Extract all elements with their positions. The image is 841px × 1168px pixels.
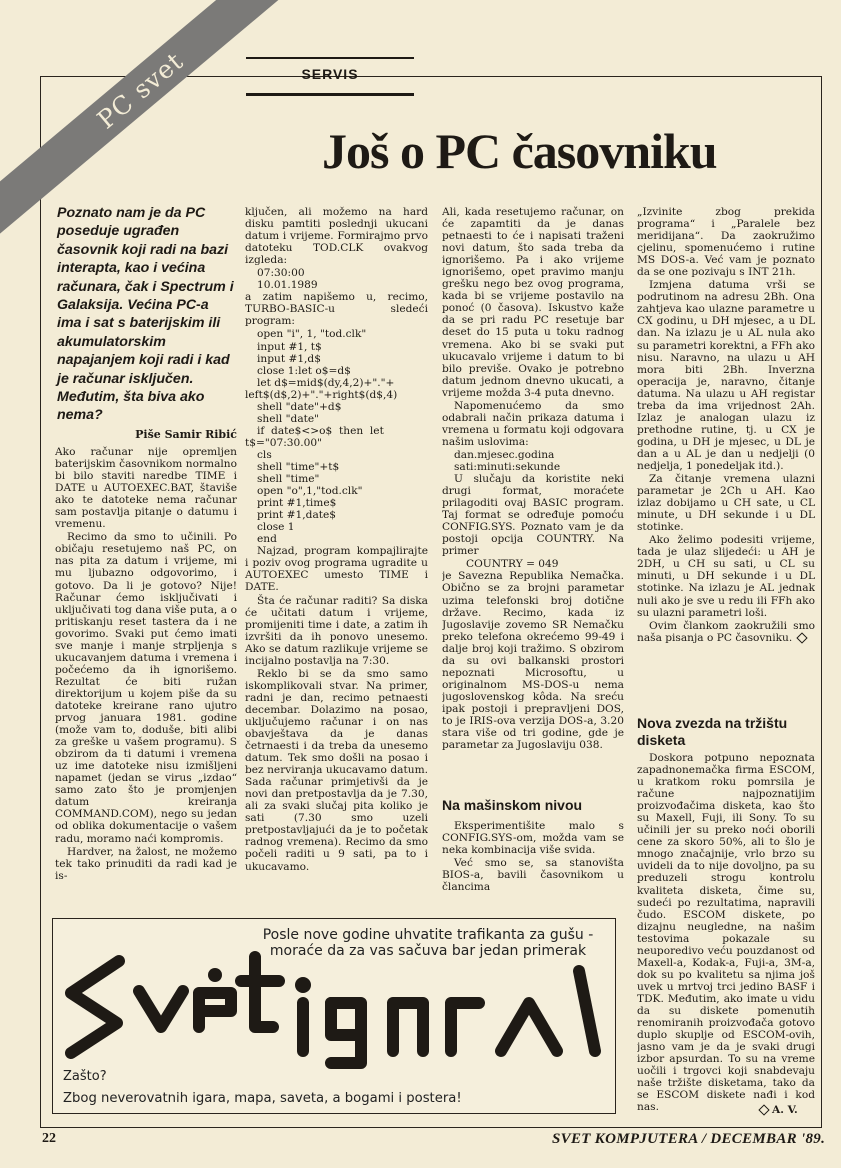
code-line: let d$=mid$(dy,4,2)+"."+ <box>257 376 395 389</box>
paragraph: Ako želimo podesiti vrijeme, tada je ulaz slijedeći: u AH je 2DH, u CH su sati, u CL su minuti, u DH sekunde i u DL stotinke. Na izlazu je AL jednak nuli ako je sve u redu ili FFh ako su ulazni parametri loši. <box>637 534 815 619</box>
paragraph: Ali, kada resetujemo računar, on će zapamtiti da je danas petnaesti to će i napisati traženi novi datum, što sada treba da ignorišemo. Pa i ako vrijeme ignorišemo, opet pravimo manju grešku nego bez ovog programa, kada bi se vrijeme postavilo na ponoć (0 časova). Iskustvo kaže da se pri radu PC resetuje bar deset do 15 puta u toku radnog vremena. Ako bi se svaki put ukucavalo vrijeme i datum to bi bilo previše. Ovako je potrebno datum jednom dnevno ukucati, a vrijeme možda 3-4 puta dnevno. <box>442 206 624 399</box>
paragraph: Napomenućemo da smo odabrali način prikaza datuma i vremena u formatu koji odgovara našim uslovima: <box>442 399 624 448</box>
advert-answer: Zbog neverovatnih igara, mapa, saveta, a bogami i postera! <box>63 1091 462 1106</box>
paragraph: U slučaju da koristite neki drugi format, moraćete prilagoditi ovaj BASIC program. Taj format se određuje pomoću CONFIG.SYS. Poznato vam je da postoji opcija COUNTRY. Na primer <box>442 473 624 558</box>
code-line: input #1, t$ <box>257 340 322 353</box>
code-line: shell "date" <box>257 412 320 425</box>
end-mark-icon <box>758 1104 769 1115</box>
advert-box <box>52 918 616 1114</box>
end-mark-icon <box>797 632 808 643</box>
article-author: Piše Samir Ribić <box>135 428 237 441</box>
advert-question: Zašto? <box>63 1069 107 1084</box>
magazine-footer: SVET KOMPJUTERA / DECEMBAR '89. <box>552 1131 826 1147</box>
header-rule-top <box>246 57 414 59</box>
paragraph: Šta će računar raditi? Sa diska će učitati datum i vrijeme, promijeniti time i date, a zatim ih izvršiti da ih ponovo unesemo. Ako se datum razlikuje vrijeme se incijalno postavlja na 7:30. <box>245 594 428 667</box>
paragraph: Eksperimentišite malo s CONFIG.SYS-om, možda vam se neka kombinacija više svida. <box>442 820 624 857</box>
paragraph: Izmjena datuma vrši se podrutinom na adresu 2Bh. Ona zahtjeva kao ulazne parametre u CX godinu, u DH mjesec, a u DL dan. Na izlazu je u AL nula ako su parametri korektni, a FFh ako nisu. Naravno, na ulazu u AH mora biti 2Bh. Inverzna operacija je, naravno, čitanje datuma. Na ulazu u AH registar treba da ima vrijednost 2Ah. Izlaz je analogan ulazu iz prethodne rutine, tj. u CX je godina, u DH je mjesec, u DL je dan a u AL je dan u nedjelji (0 nedjelja, 1 ponedeljak itd.). <box>637 279 815 472</box>
code-line: end <box>257 533 277 546</box>
paragraph: „Izvinite zbog prekida programa“ i „Paralele bez meridijana“. Da zaokružimo cjelinu, spomenućemo i rutine MS DOS-a. Već vam je poznato da se one pozivaju s INT 21h. <box>637 206 815 279</box>
paragraph: Već smo se, sa stanovišta BIOS-a, bavili časovnikom u člancima <box>442 857 624 892</box>
code-line: open "i", 1, "tod.clk" <box>257 328 367 341</box>
format-line: dan.mjesec.godina <box>454 448 555 461</box>
paragraph: Reklo bi se da smo samo iskomplikovali stvar. Na primer, radni je dan, recimo petnaesti decembar. Dolazimo na posao, uključujemo računar i on nas obavještava da je danas četrnaesti i da treba da unesemo datum. Tek smo došli na posao i bez nerviranja ukucavamo datum. Sada računar primjetivši da je novi dan pretpostavlja da je 7.30, ali za svaki slučaj pita koliko je sati (7.30 smo uzeli pretpostavljajući da je to početak radnog vremena). Recimo da smo počeli raditi u 9 sati, pa to i ukucavamo. <box>245 667 428 873</box>
code-line: input #1,d$ <box>257 352 321 365</box>
code-line: shell "time"+t$ <box>257 460 340 473</box>
code-line: close 1:let o$=d$ <box>257 364 351 377</box>
news-column <box>637 752 815 1112</box>
file-line: 07:30:00 <box>257 267 305 280</box>
paragraph: Najzad, program kompajlirajte i poziv ovog programa ugradite u AUTOEXEC umesto TIME i DATE. <box>245 545 428 594</box>
news-signoff <box>760 1104 798 1116</box>
code-line: open "o",1,"tod.clk" <box>257 485 363 498</box>
section-label: SERVIS <box>301 66 359 82</box>
code-line: cls <box>257 448 272 461</box>
code-line: COUNTRY = 049 <box>466 558 559 571</box>
code-line: if date$<>o$ then let <box>257 424 384 437</box>
advert-slogan: Posle nove godine uhvatite trafikanta za gušu - moraće da za vas sačuva bar jedan primerak <box>262 927 594 959</box>
paragraph: a zatim napišemo u, recimo, TURBO-BASIC-u sledeći program: <box>245 291 428 328</box>
code-line: print #1,date$ <box>257 509 337 522</box>
banner-text: PC svet <box>91 45 189 135</box>
paragraph: Recimo da smo to učinili. Po običaju resetujemo naš PC, on nas pita za datum i vrijeme, mi mu ljubazno odgovorimo, i gotovo. Da li je gotovo? Nije! Računar ćemo isključivati i uključivati tog dana više puta, a o pritiskanju reset tastera da i ne govorimo. Svaki put ćemo imati sve manje i manje strpljenja s ukucavanjem datuma i vremena i počećemo da ih ignorišemo. Rezultat će biti ružan direktorijum u kojem piše da su datoteke kreirane rano ujutro prvog januara 1981. godine (može vam to, doduše, biti alibi za greške u vašem programu). S obzirom da ti datumi i vremena uz ime datoteke nisu izmišljeni napamet (jedan se virus „izdao“ samo zato što je promjenjen datum kreiranja COMMAND.COM), nego su jedan od oblika dokumentacije o vašem radu, moramo naći kompromis. <box>55 531 237 845</box>
news-body: Doskora potpuno nepoznata zapadnonemačka firma ESCOM, u kratkom roku pomrsila je račune najpoznatijim proizvođačima disketa, kao što su Maxell, Fuji, ili Sony. To su učinili jer su preko noći oborili cene za skoro 50%, ali to šlo je mnogo značajnije, vrlo brzo su uvideli da to nije dovoljno, pa su preduzeli strogu kontrolu kvaliteta disketa, čime su, sudeći po rezultatima, napravili čudo. ESCOM diskete, po dizajnu neugledne, na našim testovima pokazale su neuporedivo veću pouzdanost od Maxell-a, Kodak-a, Fuji-a, 3M-a, dok su po kvalitetu sa njima još uvek u mrtvoj trci jedino BASF i TDK. Međutim, ako imate u vidu da su diskete pomenutih renomiranih proizvođača gotovo duplo skuplje od ESCOM-ovih, jasno vam je da je svaki drugi izbor apsurdan. To su na vreme uočili i trgovci koji snabdevaju naše tržište disketama, tako da se ESCOM diskete nađi i kod nas. <box>637 752 815 1112</box>
column-4 <box>637 206 815 666</box>
page-number: 22 <box>42 1131 56 1146</box>
closing-text: Ovim člankom zaokružili smo naša pisanja o PC časovniku. <box>637 619 815 644</box>
paragraph: Hardver, na žalost, ne možemo tek tako prinuditi da radi kad je is- <box>55 845 237 882</box>
paragraph: je Savezna Republika Nemačka. Obično se za brojni parametar uzima telefonski broj dotične države. Recimo, kada iz Jugoslavije zovemo SR Nemačku preko telefona okrećemo 99-49 i dalje broj koji tražimo. S obzirom da su ovi balkanski prostori nepoznati Microsoftu, u originalnom MS-DOS-u nema jugoslovenskog kôda. Na sreću ipak postoji i prepravljeni DOS, to je IRIS-ova verzija DOS-a, 3.20 stara više od tri godine, gde je parametar za Jugoslaviju 038. <box>442 570 624 752</box>
code-line: t$="07:30.00" <box>245 436 322 449</box>
paragraph: Za čitanje vremena ulazni parametar je 2Ch u AH. Kao izlaz dobijamo u CH sate, u CL minute, u DH sekunde i u DL stotinke. <box>637 473 815 534</box>
code-line: shell "date"+d$ <box>257 400 342 413</box>
header-rule-bottom <box>246 93 414 96</box>
code-line: left$(d$,2)+"."+right$(d$,4) <box>245 388 398 401</box>
format-line: sati:minuti:sekunde <box>454 460 561 473</box>
code-line: print #1,time$ <box>257 497 337 510</box>
code-line: shell "time" <box>257 473 320 486</box>
paragraph <box>637 620 815 644</box>
column-2 <box>245 206 428 892</box>
article-lead: Poznato nam je da PC poseduje ugrađen časovnik koji radi na bazi interapta, kao i većina računara, čak i Spectrum i Galaksija. Većina PC-a ima i sat s baterijskim ili akumulatorskim napajanjem koji radi i kad je računar isključen. Međutim, šta biva ako nema? <box>57 205 234 424</box>
news-title: Nova zvezda na tržištu disketa <box>637 715 788 748</box>
section-header <box>246 66 414 82</box>
column-3 <box>442 206 624 892</box>
file-line: 10.01.1989 <box>257 279 318 292</box>
subheading-machine-level: Na mašinskom nivou <box>442 797 583 813</box>
paragraph: ključen, ali možemo na hard disku pamtiti poslednji ukucani datum i vrijeme. Formirajmo prvo datoteku TOD.CLK ovakvog izgleda: <box>245 206 428 267</box>
column-1 <box>55 446 237 886</box>
paragraph: Ako računar nije opremljen baterijskim časovnikom normalno bi bilo staviti naredbe TIME i DATE u AUTOEXEC.BAT, štaviše ako te datoteke nema računar sam postavlja pitanje o datumu i vremenu. <box>55 446 237 531</box>
column-3-continued <box>442 820 624 892</box>
article-title: Još o PC časovniku <box>322 123 717 179</box>
signoff-initials: A. V. <box>772 1104 798 1116</box>
code-line: close 1 <box>257 521 295 534</box>
